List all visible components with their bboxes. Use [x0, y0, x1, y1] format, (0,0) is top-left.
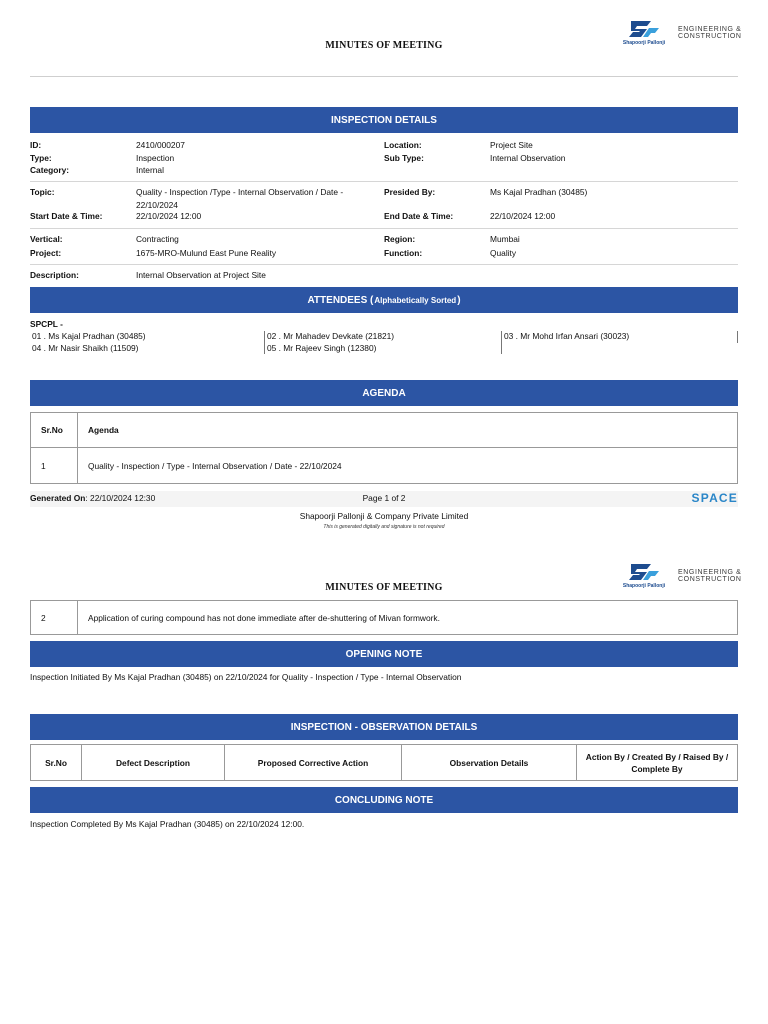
agenda-column-agenda: Agenda	[78, 413, 738, 448]
topic-label: Topic:	[30, 187, 55, 197]
concluding-note-header: CONCLUDING NOTE	[30, 787, 738, 813]
opening-note-header: OPENING NOTE	[30, 641, 738, 667]
inspection-details-header: INSPECTION DETAILS	[30, 107, 738, 133]
logo-tagline	[678, 26, 742, 40]
start-value: 22/10/2024 12:00	[136, 211, 202, 221]
obs-column-action-by: Action By / Created By / Raised By / Complete By	[577, 745, 738, 781]
obs-column-srno: Sr.No	[31, 745, 82, 781]
end-value: 22/10/2024 12:00	[490, 211, 556, 221]
agenda-column-srno: Sr.No	[31, 413, 78, 448]
location-label: Location:	[384, 140, 422, 150]
presided-value: Ms Kajal Pradhan (30485)	[490, 187, 588, 197]
company-logo	[618, 562, 742, 589]
company-logo	[618, 19, 742, 46]
digital-note: This is generated digitally and signature is not required	[323, 524, 445, 530]
company-name: Shapoorji Pallonji & Company Private Limited	[299, 511, 469, 521]
obs-column-defect: Defect Description	[82, 745, 225, 781]
id-label: ID:	[30, 140, 42, 150]
function-label: Function:	[384, 248, 423, 258]
table-row	[31, 601, 738, 635]
agenda-text: Application of curing compound has not done immediate after de-shuttering of Mivan formwork.	[78, 601, 738, 635]
vertical-label: Vertical:	[30, 234, 63, 244]
attendee-item: 04 . Mr Nasir Shaikh (11509)	[32, 343, 139, 353]
details-separator	[30, 181, 738, 182]
logo-tagline	[678, 569, 742, 583]
page-number: Page 1 of 2	[362, 493, 406, 503]
project-label: Project:	[30, 248, 62, 258]
category-value: Internal	[136, 165, 164, 175]
agenda-table-continued	[30, 600, 738, 635]
id-value: 2410/000207	[136, 140, 185, 150]
attendee-item: 02 . Mr Mahadev Devkate (21821)	[267, 331, 395, 341]
generated-label: Generated On	[30, 493, 86, 503]
subtype-value: Internal Observation	[490, 153, 566, 163]
end-label: End Date & Time:	[384, 211, 454, 221]
sp-logo-icon	[627, 19, 661, 39]
attendee-item: 01 . Ms Kajal Pradhan (30485)	[32, 331, 146, 341]
attendee-item: 03 . Mr Mohd Irfan Ansari (30023)	[504, 331, 630, 341]
observation-table-header-row	[31, 745, 738, 781]
logo-tagline-line1: ENGINEERING &	[678, 25, 742, 33]
concluding-note-text: Inspection Completed By Ms Kajal Pradhan (30485) on 22/10/2024 12:00.	[30, 819, 305, 829]
logo-tagline-line2: CONSTRUCTION	[678, 32, 742, 40]
attendees-header-sub: Alphabetically Sorted	[374, 295, 457, 305]
obs-column-corrective: Proposed Corrective Action	[225, 745, 402, 781]
page-footer	[30, 491, 738, 507]
type-value: Inspection	[136, 153, 175, 163]
description-label: Description:	[30, 270, 79, 280]
vertical-value: Contracting	[136, 234, 179, 244]
space-logo: SPACE	[691, 491, 738, 505]
start-label: Start Date & Time:	[30, 211, 103, 221]
agenda-srno: 1	[31, 448, 78, 484]
agenda-table	[30, 412, 738, 484]
function-value: Quality	[490, 248, 517, 258]
page-title: MINUTES OF MEETING	[325, 40, 443, 51]
generated-value: : 22/10/2024 12:30	[85, 493, 156, 503]
sp-logo-icon	[627, 562, 661, 582]
agenda-header: AGENDA	[30, 380, 738, 406]
table-row	[31, 448, 738, 484]
attendee-group: SPCPL -	[30, 319, 63, 329]
logo-brand: Shapoorji Pallonji	[622, 40, 666, 46]
logo-brand: Shapoorji Pallonji	[622, 583, 666, 589]
agenda-table-header-row	[31, 413, 738, 448]
agenda-srno: 2	[31, 601, 78, 635]
attendee-column-divider	[264, 331, 265, 354]
attendees-header	[30, 287, 738, 313]
description-value: Internal Observation at Project Site	[136, 270, 266, 280]
details-separator	[30, 264, 738, 265]
attendees-header-close: )	[457, 294, 461, 306]
observation-table	[30, 744, 738, 781]
region-value: Mumbai	[490, 234, 520, 244]
header-divider	[30, 76, 738, 77]
location-value: Project Site	[490, 140, 533, 150]
region-label: Region:	[384, 234, 416, 244]
logo-tagline-line2: CONSTRUCTION	[678, 575, 742, 583]
agenda-text: Quality - Inspection / Type - Internal Observation / Date - 22/10/2024	[78, 448, 738, 484]
project-value: 1675-MRO-Mulund East Pune Reality	[136, 248, 277, 258]
subtype-label: Sub Type:	[384, 153, 424, 163]
obs-column-details: Observation Details	[402, 745, 577, 781]
topic-value: Quality - Inspection /Type - Internal Observation / Date - 22/10/2024	[136, 187, 344, 210]
attendee-item: 05 . Mr Rajeev Singh (12380)	[267, 343, 377, 353]
opening-note-text: Inspection Initiated By Ms Kajal Pradhan (30485) on 22/10/2024 for Quality - Inspection / Type - Internal Observation	[30, 672, 462, 682]
type-label: Type:	[30, 153, 52, 163]
presided-label: Presided By:	[384, 187, 436, 197]
category-label: Category:	[30, 165, 70, 175]
logo-tagline-line1: ENGINEERING &	[678, 568, 742, 576]
attendee-column-divider	[737, 331, 738, 343]
page-title: MINUTES OF MEETING	[325, 582, 443, 593]
details-separator	[30, 228, 738, 229]
attendee-column-divider	[501, 331, 502, 354]
attendees-header-main: ATTENDEES (	[307, 294, 374, 306]
observation-details-header: INSPECTION - OBSERVATION DETAILS	[30, 714, 738, 740]
